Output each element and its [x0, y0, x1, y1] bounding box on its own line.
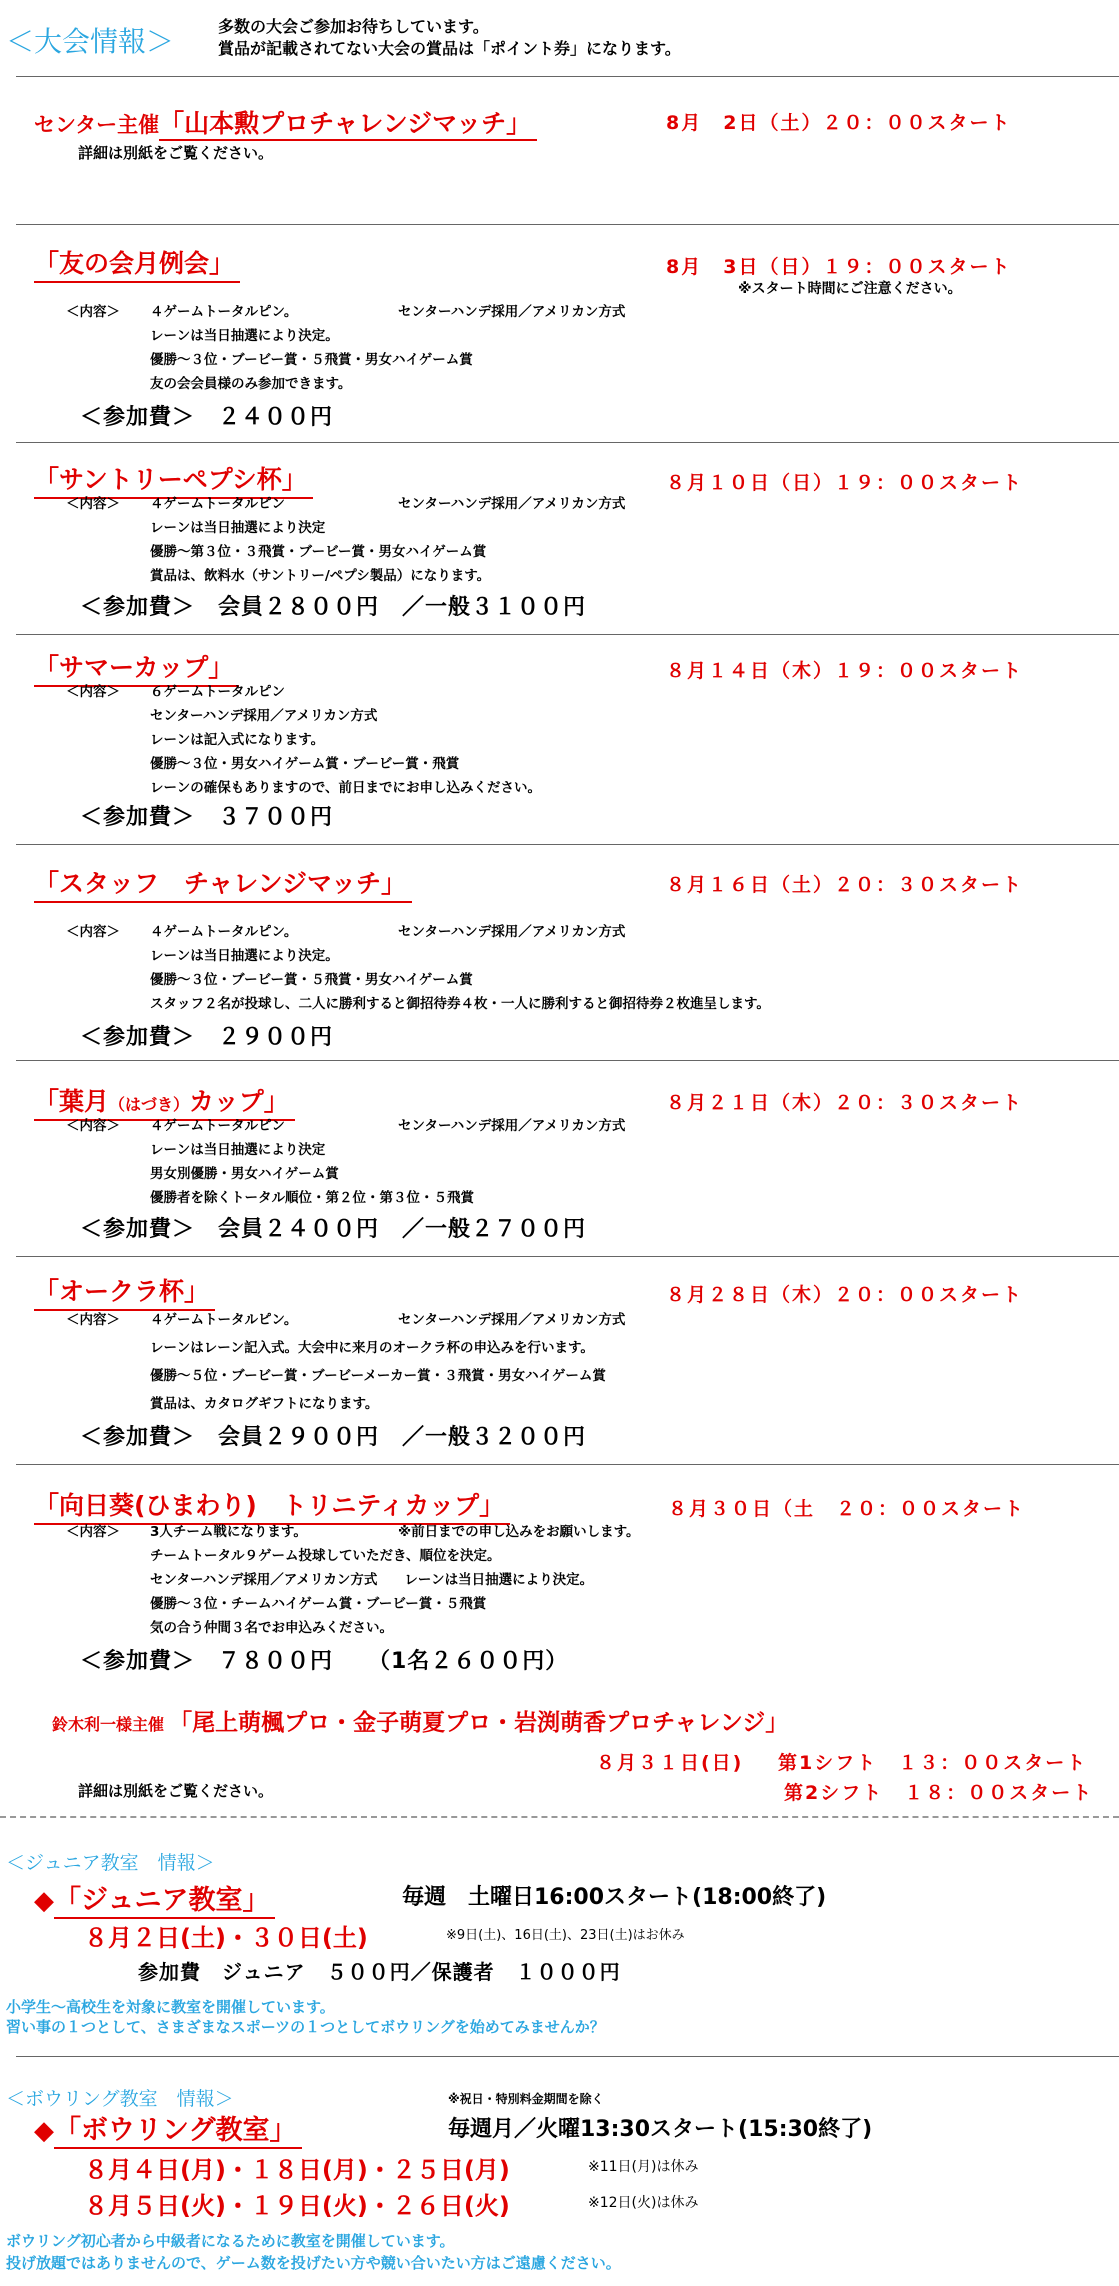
event-content-label: ＜内容＞: [66, 1118, 120, 1134]
bowling-note: ※祝日・特別料金期間を除く: [448, 2092, 604, 2106]
event-detail: 詳細は別紙をご覧ください。: [78, 144, 274, 162]
event-line: センターハンデ採用／アメリカン方式: [398, 496, 626, 512]
event-line: レーンは当日抽選により決定: [150, 520, 326, 536]
event-title: 「スタッフ チャレンジマッチ」: [34, 864, 412, 903]
event-organizer: センター主催: [34, 113, 160, 137]
divider: [16, 634, 1119, 635]
junior-desc-1: 小学生～高校生を対象に教室を開催しています。: [6, 1998, 335, 2016]
event-detail: 詳細は別紙をご覧ください。: [78, 1782, 274, 1800]
bowling-title-row: [34, 2108, 302, 2147]
event-line: ４ゲームトータルピン: [150, 496, 285, 512]
event-line: 優勝～５位・ブービー賞・ブービーメーカー賞・３飛賞・男女ハイゲーム賞: [150, 1368, 606, 1384]
event-fee: ＜参加費＞ 会員２９００円 ／一般３２００円: [80, 1425, 587, 1450]
event-line: レーンは当日抽選により決定: [150, 1142, 326, 1158]
event-title: 「山本勲プロチャレンジマッチ」: [159, 109, 537, 141]
event-title-part: カップ」: [189, 1087, 289, 1116]
event-fee: ＜参加費＞ ２９００円: [80, 1025, 334, 1050]
event-fee: ＜参加費＞ 会員２８００円 ／一般３１００円: [80, 595, 587, 620]
event-fee: ＜参加費＞ ３７００円: [80, 805, 334, 830]
event-pro-challenge: [52, 1704, 788, 1737]
event-fee: ＜参加費＞ ２４００円: [80, 405, 334, 430]
divider: [16, 224, 1119, 225]
event-line: 優勝～３位・チームハイゲーム賞・ブービー賞・５飛賞: [150, 1596, 487, 1612]
event-title-reading: （はづき）: [109, 1095, 190, 1114]
bullet-diamond-icon: ◆: [34, 1886, 54, 1916]
event-line: センターハンデ採用／アメリカン方式 レーンは当日抽選により決定。: [150, 1572, 594, 1588]
event-note: ※スタート時間にご注意ください。: [738, 281, 962, 297]
event-date: ８月３０日（土 ２０：００スタート: [668, 1498, 1026, 1520]
event-line: 賞品は、カタログギフトになります。: [150, 1396, 379, 1412]
event-date: ８月３１日(日): [596, 1752, 744, 1774]
event-fee: ＜参加費＞ ７８００円 （1名２６００円）: [80, 1649, 569, 1674]
event-line: ※前日までの申し込みをお願いします。: [398, 1524, 640, 1540]
event-title: 「サマーカップ」: [34, 648, 239, 687]
event-line: 気の合う仲間３名でお申込みください。: [150, 1620, 393, 1636]
junior-off-days: ※9日(土)、16日(土)、23日(土)はお休み: [446, 1928, 685, 1943]
event-line: レーンの確保もありますので、前日までにお申し込みください。: [150, 780, 541, 796]
event-date: 8月 3日（日）１９：００スタート: [666, 256, 1012, 278]
bowling-desc-1: ボウリング初心者から中級者になるために教室を開催しています。: [6, 2232, 455, 2250]
event-shift-1: 第1シフト １３：００スタート: [778, 1752, 1088, 1774]
event-date: ８月１０日（日）１９：００スタート: [666, 472, 1024, 494]
event-fee: ＜参加費＞ 会員２４００円 ／一般２７００円: [80, 1217, 587, 1242]
event-shift-2: 第2シフト １８：００スタート: [784, 1782, 1094, 1804]
event-line: センターハンデ採用／アメリカン方式: [398, 304, 626, 320]
event-line: ４ゲームトータルピン: [150, 1118, 285, 1134]
junior-dates: ８月２日(土)・３０日(土): [84, 1924, 368, 1952]
event-content-label: ＜内容＞: [66, 1312, 120, 1328]
event-line: 優勝～３位・ブービー賞・５飛賞・男女ハイゲーム賞: [150, 352, 473, 368]
bowling-monday-dates: ８月４日(月)・１８日(月)・２５日(月): [84, 2156, 510, 2184]
event-line: 3人チーム戦になります。: [150, 1524, 307, 1540]
divider: [16, 2056, 1119, 2057]
event-content-label: ＜内容＞: [66, 1524, 120, 1540]
event-title: 「オークラ杯」: [34, 1272, 215, 1311]
bowling-schedule: 毎週月／火曜13:30スタート(15:30終了): [448, 2117, 873, 2142]
divider: [16, 76, 1119, 77]
bullet-diamond-icon: ◆: [34, 2116, 54, 2146]
event-title: 「サントリーペプシ杯」: [34, 460, 313, 499]
event-title: 「尾上萌楓プロ・金子萌夏プロ・岩渕萌香プロチャレンジ」: [169, 1710, 789, 1736]
event-date: ８月１６日（土）２０：３０スタート: [666, 874, 1024, 896]
event-line: レーンは当日抽選により決定。: [150, 328, 339, 344]
event-organizer: 鈴木利一様主催: [52, 1715, 165, 1734]
event-line: ４ゲームトータルピン。: [150, 924, 298, 940]
bowling-monday-off: ※11日(月)は休み: [588, 2159, 699, 2175]
divider: [16, 1464, 1119, 1465]
divider: [16, 1256, 1119, 1257]
event-line: 優勝～３位・ブービー賞・５飛賞・男女ハイゲーム賞: [150, 972, 473, 988]
event-line: 優勝～第３位・３飛賞・ブービー賞・男女ハイゲーム賞: [150, 544, 487, 560]
event-line: ６ゲームトータルピン: [150, 684, 285, 700]
event-title: 「向日葵(ひまわり) トリニティカップ」: [34, 1486, 510, 1525]
event-line: センターハンデ採用／アメリカン方式: [398, 1118, 626, 1134]
event-line: チームトータル９ゲーム投球していただき、順位を決定。: [150, 1548, 501, 1564]
event-line: 優勝者を除くトータル順位・第２位・第３位・５飛賞: [150, 1190, 474, 1206]
event-yamamoto: [34, 104, 537, 140]
bowling-desc-2: 投げ放題ではありませんので、ゲーム数を投げたい方や競い合いたい方はご遠慮ください。: [6, 2254, 621, 2272]
event-line: ４ゲームトータルピン。: [150, 1312, 298, 1328]
event-title: 「友の会月例会」: [34, 244, 240, 283]
event-date: 8月 2日（土）２０：００スタート: [666, 112, 1012, 134]
junior-fee: 参加費 ジュニア ５００円／保護者 １０００円: [138, 1960, 621, 1984]
junior-desc-2: 習い事の１つとして、さまざまなスポーツの１つとしてボウリングを始めてみませんか？: [6, 2018, 605, 2036]
divider: [16, 1060, 1119, 1061]
bowling-title: 「ボウリング教室」: [54, 2115, 302, 2149]
intro-line-1: 多数の大会ご参加お待ちしています。: [218, 17, 489, 36]
event-date: ８月２１日（木）２０：３０スタート: [666, 1092, 1024, 1114]
event-date: ８月１４日（木）１９：００スタート: [666, 660, 1024, 682]
event-date: ８月２８日（木）２０：００スタート: [666, 1284, 1024, 1306]
junior-title-row: [34, 1878, 275, 1917]
event-content-label: ＜内容＞: [66, 496, 120, 512]
divider: [16, 844, 1119, 845]
bowling-tuesday-dates: ８月５日(火)・１９日(火)・２６日(火): [84, 2192, 510, 2220]
section-title-bowling: ＜ボウリング教室 情報＞: [6, 2088, 234, 2110]
event-line: センターハンデ採用／アメリカン方式: [398, 1312, 626, 1328]
event-line: センターハンデ採用／アメリカン方式: [398, 924, 626, 940]
event-title-part: 「葉月: [34, 1087, 110, 1116]
event-line: レーンはレーン記入式。大会中に来月のオークラ杯の申込みを行います。: [150, 1340, 594, 1356]
section-title-junior: ＜ジュニア教室 情報＞: [6, 1852, 215, 1874]
bowling-tuesday-off: ※12日(火)は休み: [588, 2195, 699, 2211]
event-line: 友の会会員様のみ参加できます。: [150, 376, 352, 392]
divider: [16, 442, 1119, 443]
section-title-tournaments: ＜大会情報＞: [6, 25, 175, 58]
event-line: 優勝～３位・男女ハイゲーム賞・ブービー賞・飛賞: [150, 756, 460, 772]
event-line: センターハンデ採用／アメリカン方式: [150, 708, 378, 724]
event-content-label: ＜内容＞: [66, 924, 120, 940]
junior-schedule: 毎週 土曜日16:00スタート(18:00終了): [402, 1885, 827, 1910]
event-content-label: ＜内容＞: [66, 684, 120, 700]
intro-line-2: 賞品が記載されてない大会の賞品は「ポイント券」になります。: [218, 39, 681, 58]
event-line: 賞品は、飲料水（サントリー/ペプシ製品）になります。: [150, 568, 491, 584]
junior-title: 「ジュニア教室」: [54, 1885, 275, 1919]
event-line: スタッフ２名が投球し、二人に勝利すると御招待券４枚・一人に勝利すると御招待券２枚進呈します。: [150, 996, 770, 1012]
event-line: レーンは記入式になります。: [150, 732, 325, 748]
event-content-label: ＜内容＞: [66, 304, 120, 320]
event-line: ４ゲームトータルピン。: [150, 304, 298, 320]
event-line: レーンは当日抽選により決定。: [150, 948, 339, 964]
event-line: 男女別優勝・男女ハイゲーム賞: [150, 1166, 339, 1182]
dashed-divider: [0, 1816, 1119, 1818]
